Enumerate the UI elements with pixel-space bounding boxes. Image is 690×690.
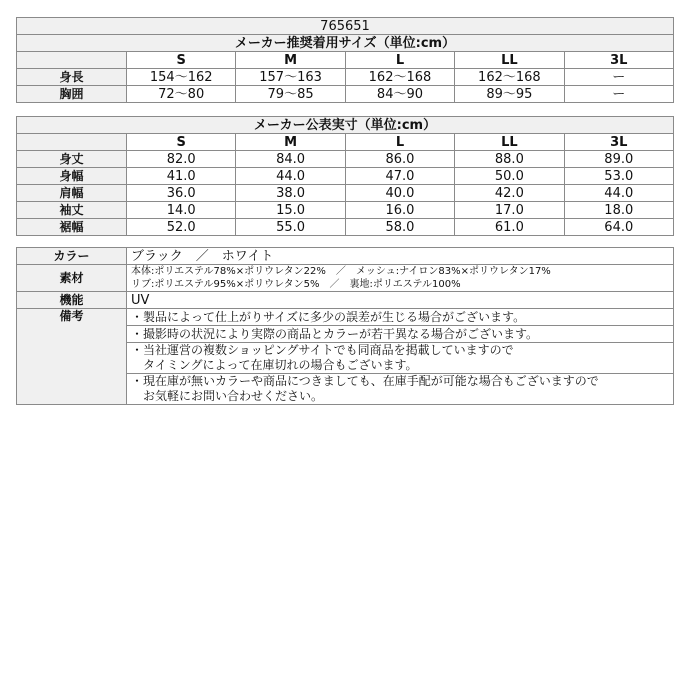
size-header-3l: 3L [564,52,673,69]
note-line: ・製品によって仕上がりサイズに多少の誤差が生じる場合がございます。 [131,309,526,324]
cell-value: 79〜85 [236,86,345,103]
product-code: 765651 [17,18,674,35]
corner-cell [17,52,127,69]
row-label-height: 身長 [17,69,127,86]
size-header-ll: LL [455,52,564,69]
cell-value: 50.0 [455,168,564,185]
material-label: 素材 [17,265,127,292]
actual-size-table [16,116,674,236]
cell-value: 18.0 [564,202,673,219]
cell-value: 41.0 [127,168,236,185]
cell-value: 89〜95 [455,86,564,103]
cell-value: 15.0 [236,202,345,219]
row-label-hem: 裾幅 [17,219,127,236]
note-line: お気軽にお問い合わせください。 [131,389,324,403]
cell-value: 38.0 [236,185,345,202]
cell-value: 40.0 [345,185,454,202]
material-line: 本体:ポリエステル78%×ポリウレタン22% ／ メッシュ:ナイロン83%×ポリウレタン17% [131,266,551,277]
cell-value: 64.0 [564,219,673,236]
row-label-width: 身幅 [17,168,127,185]
row-label-shoulder: 肩幅 [17,185,127,202]
cell-value: ー [564,86,673,103]
note-line: ・当社運営の複数ショッピングサイトでも同商品を掲載していますので [131,343,514,357]
cell-value: 17.0 [455,202,564,219]
cell-value: 52.0 [127,219,236,236]
cell-value: 72〜80 [127,86,236,103]
material-line: リブ:ポリエステル95%×ポリウレタン5% ／ 裏地:ポリエステル100% [131,279,461,290]
note-line: タイミングによって在庫切れの場合もございます。 [131,358,418,372]
note-item [127,309,674,326]
recommended-size-table [16,17,674,103]
table-row [17,185,674,202]
material-value [127,265,674,292]
note-item [127,374,674,405]
note-item [127,343,674,374]
cell-value: 82.0 [127,151,236,168]
cell-value: 157〜163 [236,69,345,86]
table-row [17,151,674,168]
cell-value: 14.0 [127,202,236,219]
cell-value: 42.0 [455,185,564,202]
size-header-3l: 3L [564,134,673,151]
table-row [17,69,674,86]
note-line: ・現在庫が無いカラーや商品につきましても、在庫手配が可能な場合もございますので [131,374,599,388]
row-label-length: 身丈 [17,151,127,168]
function-label: 機能 [17,292,127,309]
cell-value: 44.0 [564,185,673,202]
cell-value: 86.0 [345,151,454,168]
product-details-table [16,247,674,405]
actual-size-title: メーカー公表実寸（単位:cm） [17,117,674,134]
row-label-chest: 胸囲 [17,86,127,103]
cell-value: ー [564,69,673,86]
size-header-m: M [236,134,345,151]
notes-label: 備考 [17,309,127,405]
size-header-ll: LL [455,134,564,151]
size-header-l: L [345,52,454,69]
table-row [17,219,674,236]
color-value: ブラック ／ ホワイト [127,248,674,265]
cell-value: 44.0 [236,168,345,185]
cell-value: 16.0 [345,202,454,219]
cell-value: 55.0 [236,219,345,236]
function-value: UV [127,292,674,309]
cell-value: 162〜168 [455,69,564,86]
cell-value: 58.0 [345,219,454,236]
table-row [17,168,674,185]
size-header-l: L [345,134,454,151]
recommended-size-title: メーカー推奨着用サイズ（単位:cm） [17,35,674,52]
cell-value: 88.0 [455,151,564,168]
corner-cell [17,134,127,151]
row-label-sleeve: 袖丈 [17,202,127,219]
note-item [127,326,674,343]
size-header-s: S [127,52,236,69]
cell-value: 154〜162 [127,69,236,86]
size-header-m: M [236,52,345,69]
note-line: ・撮影時の状況により実際の商品とカラーが若干異なる場合がございます。 [131,326,539,341]
table-row [17,202,674,219]
cell-value: 89.0 [564,151,673,168]
cell-value: 84〜90 [345,86,454,103]
cell-value: 84.0 [236,151,345,168]
cell-value: 47.0 [345,168,454,185]
size-header-s: S [127,134,236,151]
cell-value: 53.0 [564,168,673,185]
cell-value: 162〜168 [345,69,454,86]
cell-value: 61.0 [455,219,564,236]
color-label: カラー [17,248,127,265]
table-row [17,86,674,103]
cell-value: 36.0 [127,185,236,202]
